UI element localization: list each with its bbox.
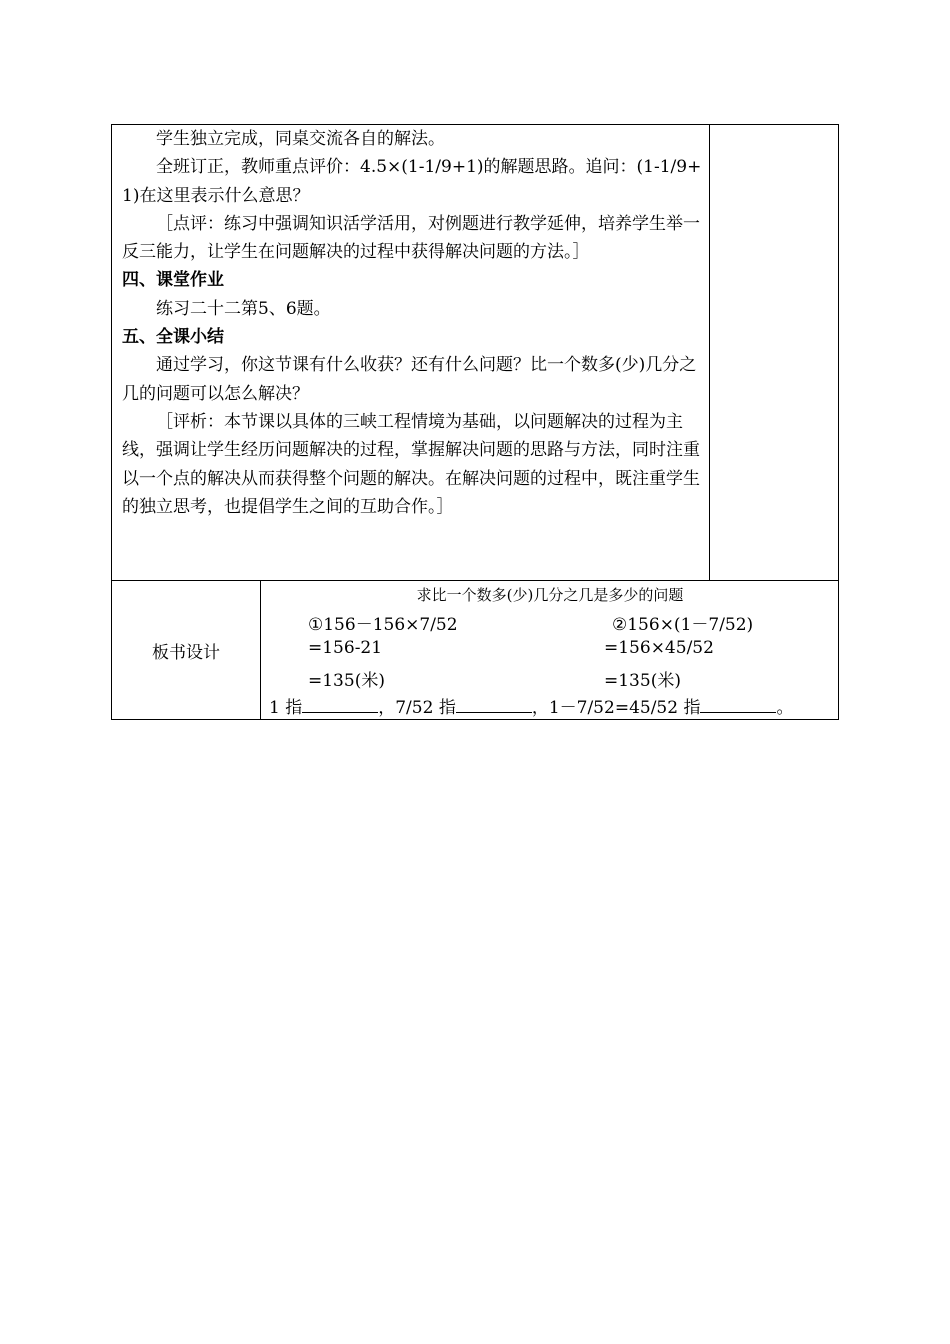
method-1-line-3: =135(米) xyxy=(308,671,385,691)
paragraph-comment: ［点评：练习中强调知识活学活用，对例题进行教学延伸，培养学生举一反三能力，让学生在问题解决的过程中获得解决问题的方法。］ xyxy=(122,213,700,263)
fill-label-2: ，7/52 指 xyxy=(378,698,456,718)
method-1-line-1: ①156－156×7/52 xyxy=(308,615,458,635)
blank-2 xyxy=(456,698,532,713)
blank-1 xyxy=(302,698,378,713)
lesson-content xyxy=(122,125,706,521)
fill-end: 。 xyxy=(776,698,794,718)
board-design xyxy=(261,580,839,720)
method-2-line-2: =156×45/52 xyxy=(604,638,714,658)
paragraph-analysis: ［评析：本节课以具体的三峡工程情境为基础，以问题解决的过程为主线，强调让学生经历问题解决的过程，掌握解决问题的思路与方法，同时注重以一个点的解决从而获得整个问题的解决。在解决问题的过程中，既注重学生的独立思考，也提倡学生之间的互助合作。］ xyxy=(122,411,700,517)
blank-3 xyxy=(700,698,776,713)
heading-homework: 四、课堂作业 xyxy=(122,270,224,291)
column-divider xyxy=(709,125,710,580)
method-1-line-2: =156-21 xyxy=(308,638,383,658)
method-2-line-3: =135(米) xyxy=(604,671,681,691)
board-title: 求比一个数多(少)几分之几是多少的问题 xyxy=(416,586,684,604)
paragraph-independent: 学生独立完成，同桌交流各自的解法。 xyxy=(156,129,445,149)
fill-label-3: ，1－7/52=45/52 指 xyxy=(531,698,701,718)
board-design-label: 板书设计 xyxy=(152,642,220,663)
lesson-table xyxy=(111,124,839,720)
paragraph-summary: 通过学习，你这节课有什么收获？还有什么问题？比一个数多(少)几分之几的问题可以怎么解决？ xyxy=(122,355,697,404)
paragraph-correction: 全班订正，教师重点评价：4.5×(1-1/9+1)的解题思路。追问：(1-1/9+1)在这里表示什么意思？ xyxy=(122,157,702,206)
heading-summary: 五、全课小结 xyxy=(122,327,224,348)
method-2-line-1: ②156×(1－7/52) xyxy=(612,615,754,635)
fill-label-1: 1 指 xyxy=(269,698,303,718)
fill-in-line xyxy=(269,693,793,718)
paragraph-homework: 练习二十二第5、6题。 xyxy=(156,298,331,319)
